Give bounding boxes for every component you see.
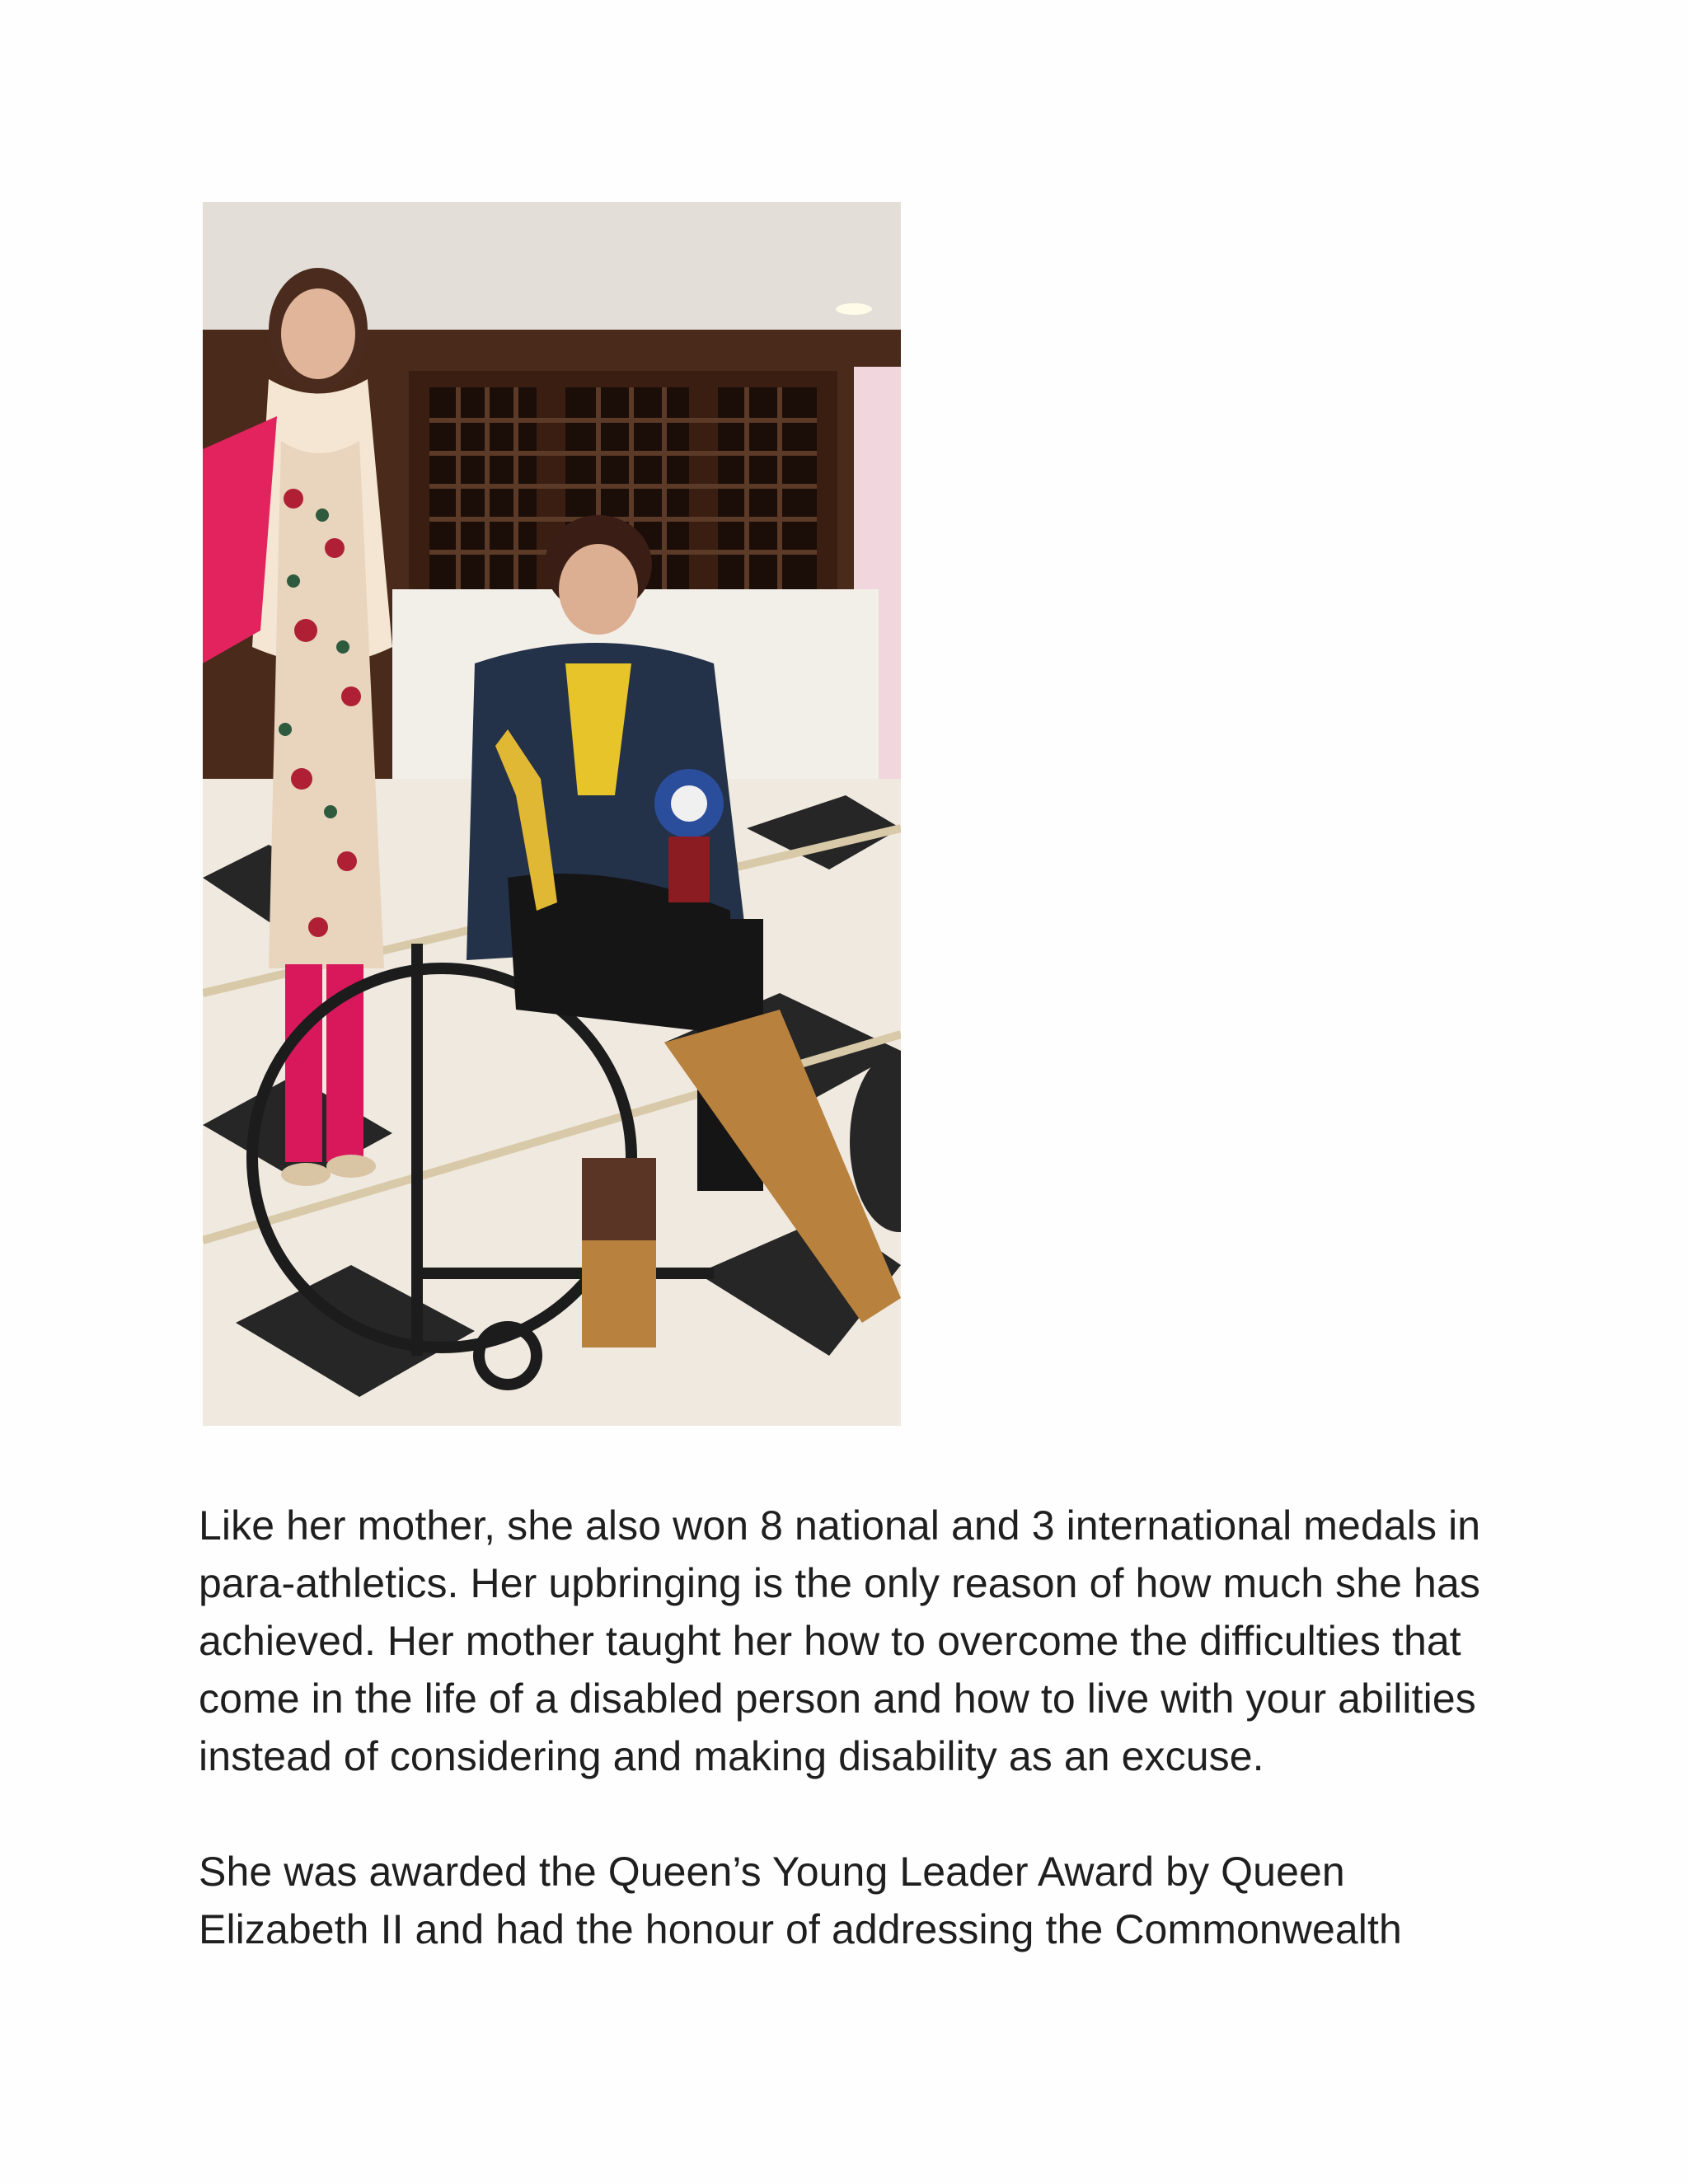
event-photo — [203, 202, 901, 1426]
paragraph-medals — [199, 1497, 1550, 1785]
text-line: Elizabeth II and had the honour of addressing the Commonwealth — [199, 1906, 1402, 1952]
text-line: instead of considering and making disability as an excuse. — [199, 1733, 1264, 1779]
text-line: achieved. Her mother taught her how to overcome the difficulties that — [199, 1618, 1461, 1664]
text-line: She was awarded the Queen’s Young Leader Award by Queen — [199, 1849, 1345, 1895]
text-line: para-athletics. Her upbringing is the only reason of how much she has — [199, 1560, 1480, 1606]
text-line: Like her mother, she also won 8 national and 3 international medals in — [199, 1502, 1481, 1549]
paragraph-award — [199, 1843, 1550, 1958]
text-line: come in the life of a disabled person and how to live with your abilities — [199, 1675, 1476, 1722]
photo-image — [203, 202, 901, 1426]
